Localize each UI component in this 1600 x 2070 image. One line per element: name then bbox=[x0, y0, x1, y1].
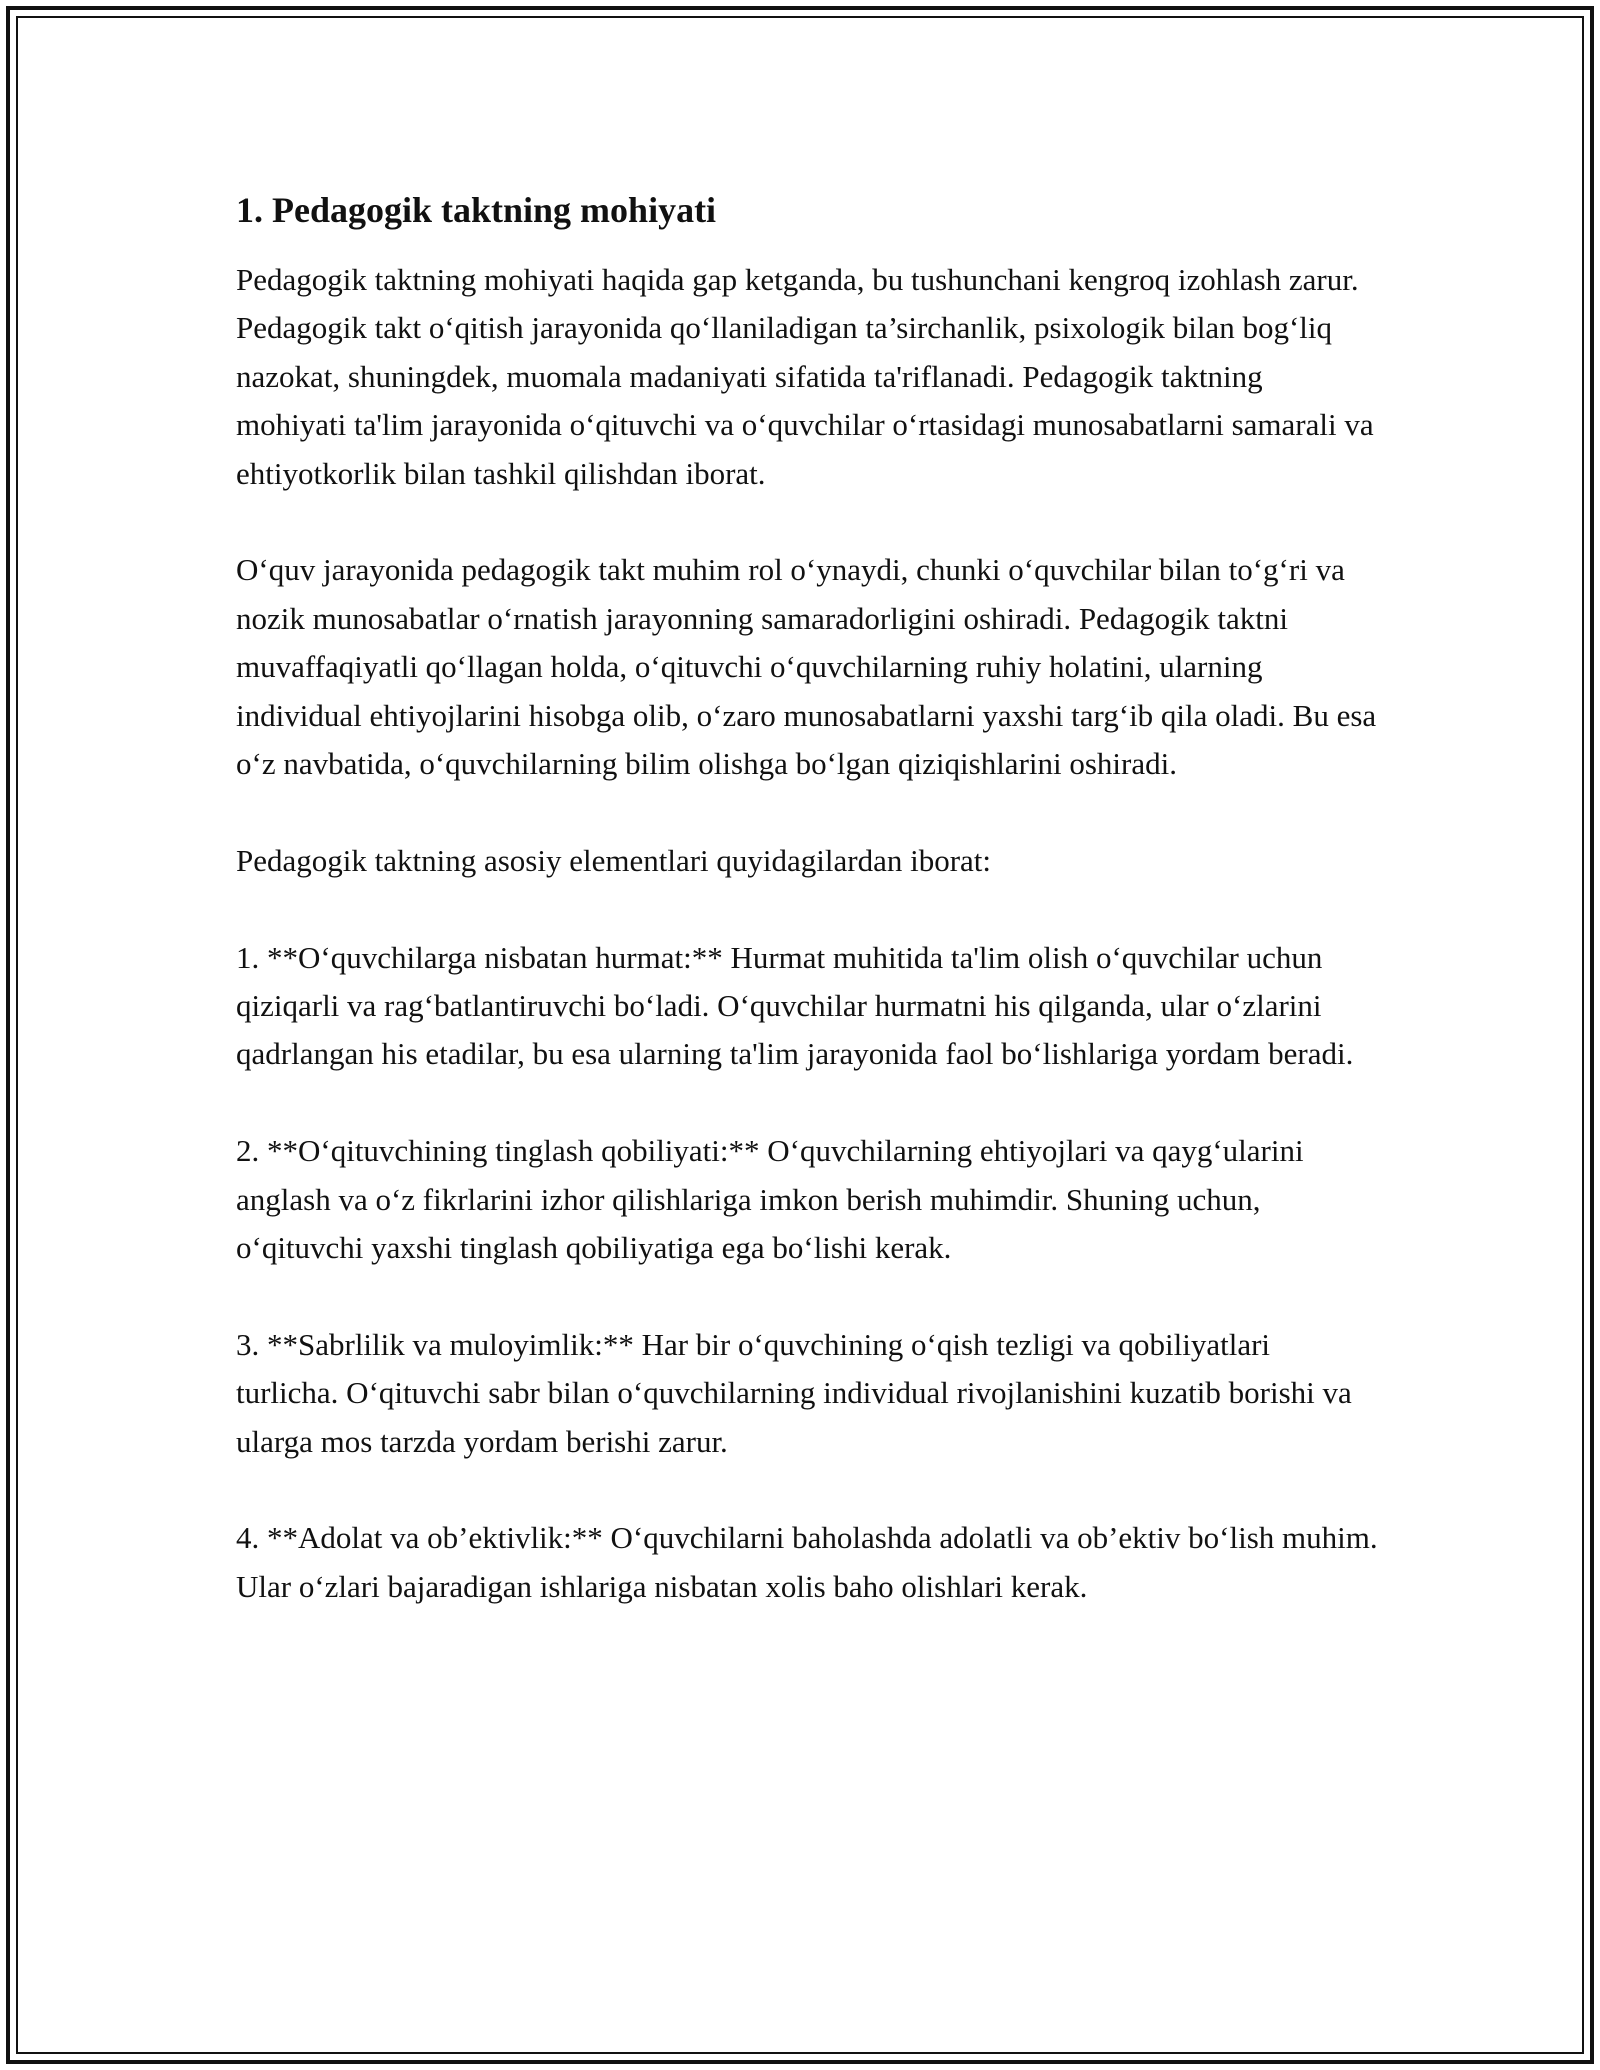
document-body bbox=[236, 186, 1380, 1611]
paragraph-intro: Pedagogik taktning mohiyati haqida gap ketganda, bu tushunchani kengroq izohlash zarur. Pedagogik takt oʻqitish jarayonida qoʻllaniladigan ta’sirchanlik, psixologik bilan bogʻliq nazokat, shuningdek, muomala madaniyati sifatida ta'riflanadi. Pedagogik taktning mohiyati ta'lim jarayonida oʻqituvchi va oʻquvchilar oʻrtasidagi munosabatlarni samarali va ehtiyotkorlik bilan tashkil qilishdan iborat. bbox=[236, 262, 1374, 491]
list-item-respect: 1. **Oʻquvchilarga nisbatan hurmat:** Hurmat muhitida ta'lim olish oʻquvchilar uchun qiziqarli va ragʻbatlantiruvchi boʻladi. Oʻquvchilar hurmatni his qilganda, ular oʻzlarini qadrlangan his etadilar, bu esa ularning ta'lim jarayonida faol boʻlishlariga yordam beradi. bbox=[236, 939, 1354, 1072]
list-item-fairness: 4. **Adolat va ob’ektivlik:** Oʻquvchilarni baholashda adolatli va ob’ektiv boʻlish muhim. Ular oʻzlari bajaradigan ishlariga nisbatan xolis baho olishlari kerak. bbox=[236, 1520, 1378, 1604]
list-item-patience: 3. **Sabrlilik va muloyimlik:** Har bir oʻquvchining oʻqish tezligi va qobiliyatlari turlicha. Oʻqituvchi sabr bilan oʻquvchilarning individual rivojlanishini kuzatib borishi va ularga mos tarzda yordam berishi zarur. bbox=[236, 1326, 1352, 1459]
list-item-listening: 2. **Oʻqituvchining tinglash qobiliyati:** Oʻquvchilarning ehtiyojlari va qaygʻularini anglash va oʻz fikrlarini izhor qilishlariga imkon berish muhimdir. Shuning uchun, oʻqituvchi yaxshi tinglash qobiliyatiga ega boʻlishi kerak. bbox=[236, 1133, 1304, 1266]
paragraph-role: Oʻquv jarayonida pedagogik takt muhim rol oʻynaydi, chunki oʻquvchilar bilan toʻgʻri va nozik munosabatlar oʻrnatish jarayonning samaradorligini oshiradi. Pedagogik taktni muvaffaqiyatli qoʻllagan holda, oʻqituvchi oʻquvchilarning ruhiy holatini, ularning individual ehtiyojlarini hisobga olib, oʻzaro munosabatlarni yaxshi targʻib qila oladi. Bu esa oʻz navbatida, oʻquvchilarning bilim olishga boʻlgan qiziqishlarini oshiradi. bbox=[236, 552, 1377, 782]
paragraph-elements-intro: Pedagogik taktning asosiy elementlari quyidagilardan iborat: bbox=[236, 842, 992, 878]
section-heading: 1. Pedagogik taktning mohiyati bbox=[236, 190, 717, 230]
